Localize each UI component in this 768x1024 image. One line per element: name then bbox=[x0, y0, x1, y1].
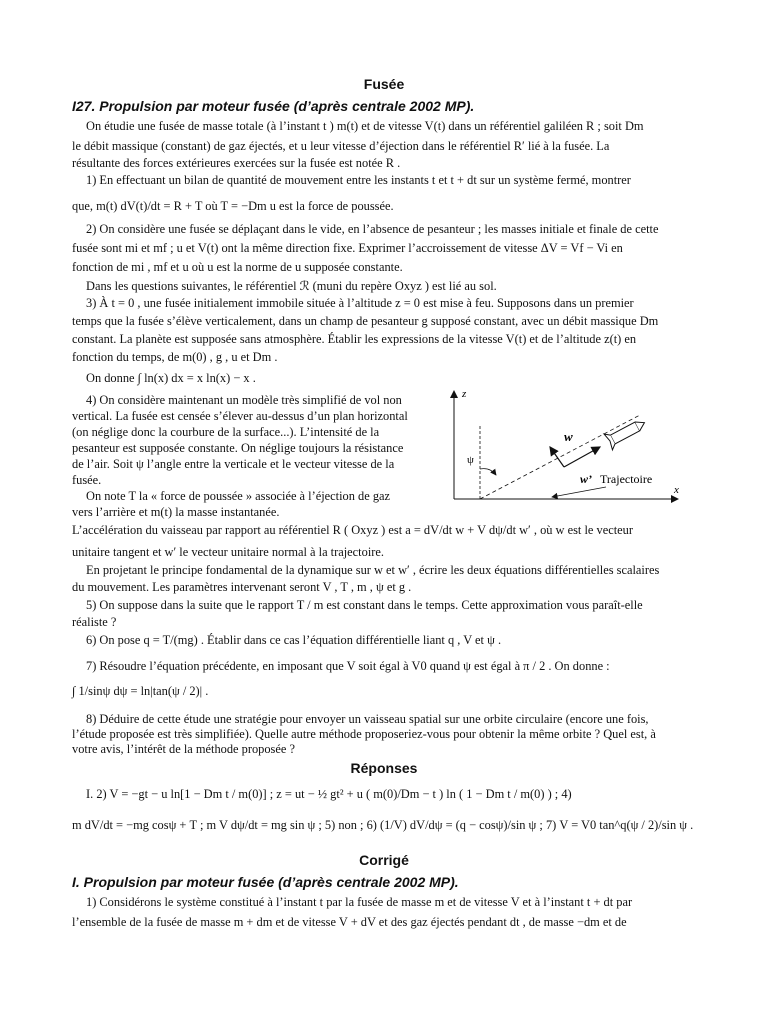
corrige-line-1: 1) Considérons le système constitué à l’instant t par la fusée de masse m et de vitesse V et à l’instant t + dt par bbox=[86, 895, 633, 909]
q4-line-1: 4) On considère maintenant un modèle très simplifié de vol non bbox=[86, 393, 402, 407]
corrige-subtitle: I. Propulsion par moteur fusée (d’après centrale 2002 MP). bbox=[72, 874, 459, 890]
q4-line-6: fusée. bbox=[72, 473, 102, 487]
q2-line-3: fonction de mi , mf et u où u est la norme de u supposée constante. bbox=[72, 260, 403, 274]
q1-line-1: 1) En effectuant un bilan de quantité de mouvement entre les instants t et t + dt sur un système fermé, montrer bbox=[86, 173, 631, 187]
q4-line-7: On note T la « force de poussée » associée à l’éjection de gaz bbox=[86, 489, 391, 503]
corrige-line-2: l’ensemble de la fusée de masse m + dm et de vitesse V + dV et des gaz éjectés pendant dt , de masse −dm et de bbox=[72, 915, 627, 929]
q2-line-2: fusée sont mi et mf ; u et V(t) ont la même direction fixe. Exprimer l’accroissement de vitesse ΔV = Vf − Vi en bbox=[72, 241, 623, 255]
axis-x-label: x bbox=[674, 484, 679, 496]
q7-line-1: 7) Résoudre l’équation précédente, en imposant que V soit égal à V0 quand ψ est égal à π / 2 . On donne : bbox=[86, 659, 610, 673]
q4-line-5: de l’air. Soit ψ l’angle entre la verticale et le vecteur vitesse de la bbox=[72, 457, 395, 471]
trajectory-label: Trajectoire bbox=[600, 472, 653, 486]
axis-z-label: z bbox=[462, 388, 467, 400]
corrige-title: Corrigé bbox=[359, 852, 409, 868]
q2-line-4: Dans les questions suivantes, le référentiel ℛ (muni du repère Oxyz ) est lié au sol. bbox=[86, 279, 497, 293]
trajectory-figure bbox=[440, 385, 696, 509]
q5-line-2: réaliste ? bbox=[72, 615, 117, 629]
q4-line-12: du mouvement. Les paramètres intervenant seront V , T , m , ψ et g . bbox=[72, 580, 412, 594]
q3-line-1: 3) À t = 0 , une fusée initialement immobile située à l’altitude z = 0 est mise à feu. Supposons dans un premier bbox=[86, 296, 634, 310]
q1-line-2: que, m(t) dV(t)/dt = R + T où T = −Dm u est la force de poussée. bbox=[72, 199, 394, 213]
trajectory-label-arrow bbox=[552, 487, 606, 497]
q8-line-2: l’étude proposée est très simplifiée). Quelle autre méthode proposeriez-vous pour obtenir la même orbite ? Quel est, à bbox=[72, 727, 656, 741]
q8-line-1: 8) Déduire de cette étude une stratégie pour envoyer un vaisseau spatial sur une orbite circulaire (encore une fois, bbox=[86, 712, 649, 726]
rocket-shape bbox=[604, 415, 649, 450]
q4-line-8: vers l’arrière et m(t) la masse instantanée. bbox=[72, 505, 280, 519]
q8-line-3: votre avis, l’intérêt de la méthode proposée ? bbox=[72, 742, 295, 756]
q3-line-2: temps que la fusée s’élève verticalement, dans un champ de pesanteur g supposé constant, avec un débit massique Dm bbox=[72, 314, 659, 328]
q4-line-10: unitaire tangent et w′ le vecteur unitaire normal à la trajectoire. bbox=[72, 545, 384, 559]
q4-line-9: L’accélération du vaisseau par rapport au référentiel R ( Oxyz ) est a = dV/dt w + V dψ/dt w′ , où w est le vecteur bbox=[72, 523, 633, 537]
q3-line-3: constant. La planète est supposée sans atmosphère. Établir les expressions de la vitesse V(t) et de l’altitude z(t) en bbox=[72, 332, 637, 346]
answers-line-1: I. 2) V = −gt − u ln[1 − Dm t / m(0)] ; z = ut − ½ gt² + u ( m(0)/Dm − t ) ln ( 1 − Dm t / m(0) ) ; 4) bbox=[86, 787, 572, 801]
w-prime-vector bbox=[550, 447, 564, 467]
q5-line-1: 5) On suppose dans la suite que le rapport T / m est constant dans le temps. Cette approximation vous paraît-elle bbox=[86, 598, 643, 612]
exercise-title: I27. Propulsion par moteur fusée (d’après centrale 2002 MP). bbox=[72, 98, 475, 114]
answers-line-2: m dV/dt = −mg cosψ + T ; m V dψ/dt = mg sin ψ ; 5) non ; 6) (1/V) dV/dψ = (q − cosψ)/sin ψ ; 7) V = V0 tan^q(ψ / 2)/sin ψ . bbox=[72, 818, 694, 832]
angle-psi-label: ψ bbox=[467, 454, 474, 466]
answers-title: Réponses bbox=[350, 760, 418, 776]
q6-line: 6) On pose q = T/(mg) . Établir dans ce cas l’équation différentielle liant q , V et ψ . bbox=[86, 633, 502, 647]
intro-line-1: On étudie une fusée de masse totale (à l’instant t ) m(t) et de vitesse V(t) dans un référentiel galiléen R ; soit Dm bbox=[86, 119, 644, 133]
angle-arc bbox=[480, 469, 496, 475]
w-vector-label: w bbox=[564, 429, 573, 444]
q4-line-2: vertical. La fusée est censée s’élever au-dessus d’un plan horizontal bbox=[72, 409, 408, 423]
document-title: Fusée bbox=[363, 76, 405, 92]
q7-line-2: ∫ 1/sinψ dψ = ln|tan(ψ / 2)| . bbox=[72, 684, 209, 698]
q3-line-5: On donne ∫ ln(x) dx = x ln(x) − x . bbox=[86, 371, 256, 385]
intro-line-2: le débit massique (constant) de gaz éjectés, et u leur vitesse d’éjection dans le référentiel R′ lié à la fusée. La bbox=[72, 139, 610, 153]
trajectory-line bbox=[480, 415, 640, 499]
q4-line-4: pesanteur est supposée constante. On néglige toujours la résistance bbox=[72, 441, 404, 455]
q2-line-1: 2) On considère une fusée se déplaçant dans le vide, en l’absence de pesanteur ; les masses initiale et finale de cette bbox=[86, 222, 659, 236]
q4-line-3: (on néglige donc la courbure de la surface...). L’intensité de la bbox=[72, 425, 380, 439]
q3-line-4: fonction du temps, de m(0) , g , u et Dm . bbox=[72, 350, 278, 364]
q4-line-11: En projetant le principe fondamental de la dynamique sur w et w′ , écrire les deux équations différentielles scalaires bbox=[86, 563, 660, 577]
w-vector bbox=[564, 447, 600, 467]
w-prime-vector-label: w’ bbox=[580, 472, 592, 486]
intro-line-3: résultante des forces extérieures exercées sur la fusée est notée R . bbox=[72, 156, 401, 170]
